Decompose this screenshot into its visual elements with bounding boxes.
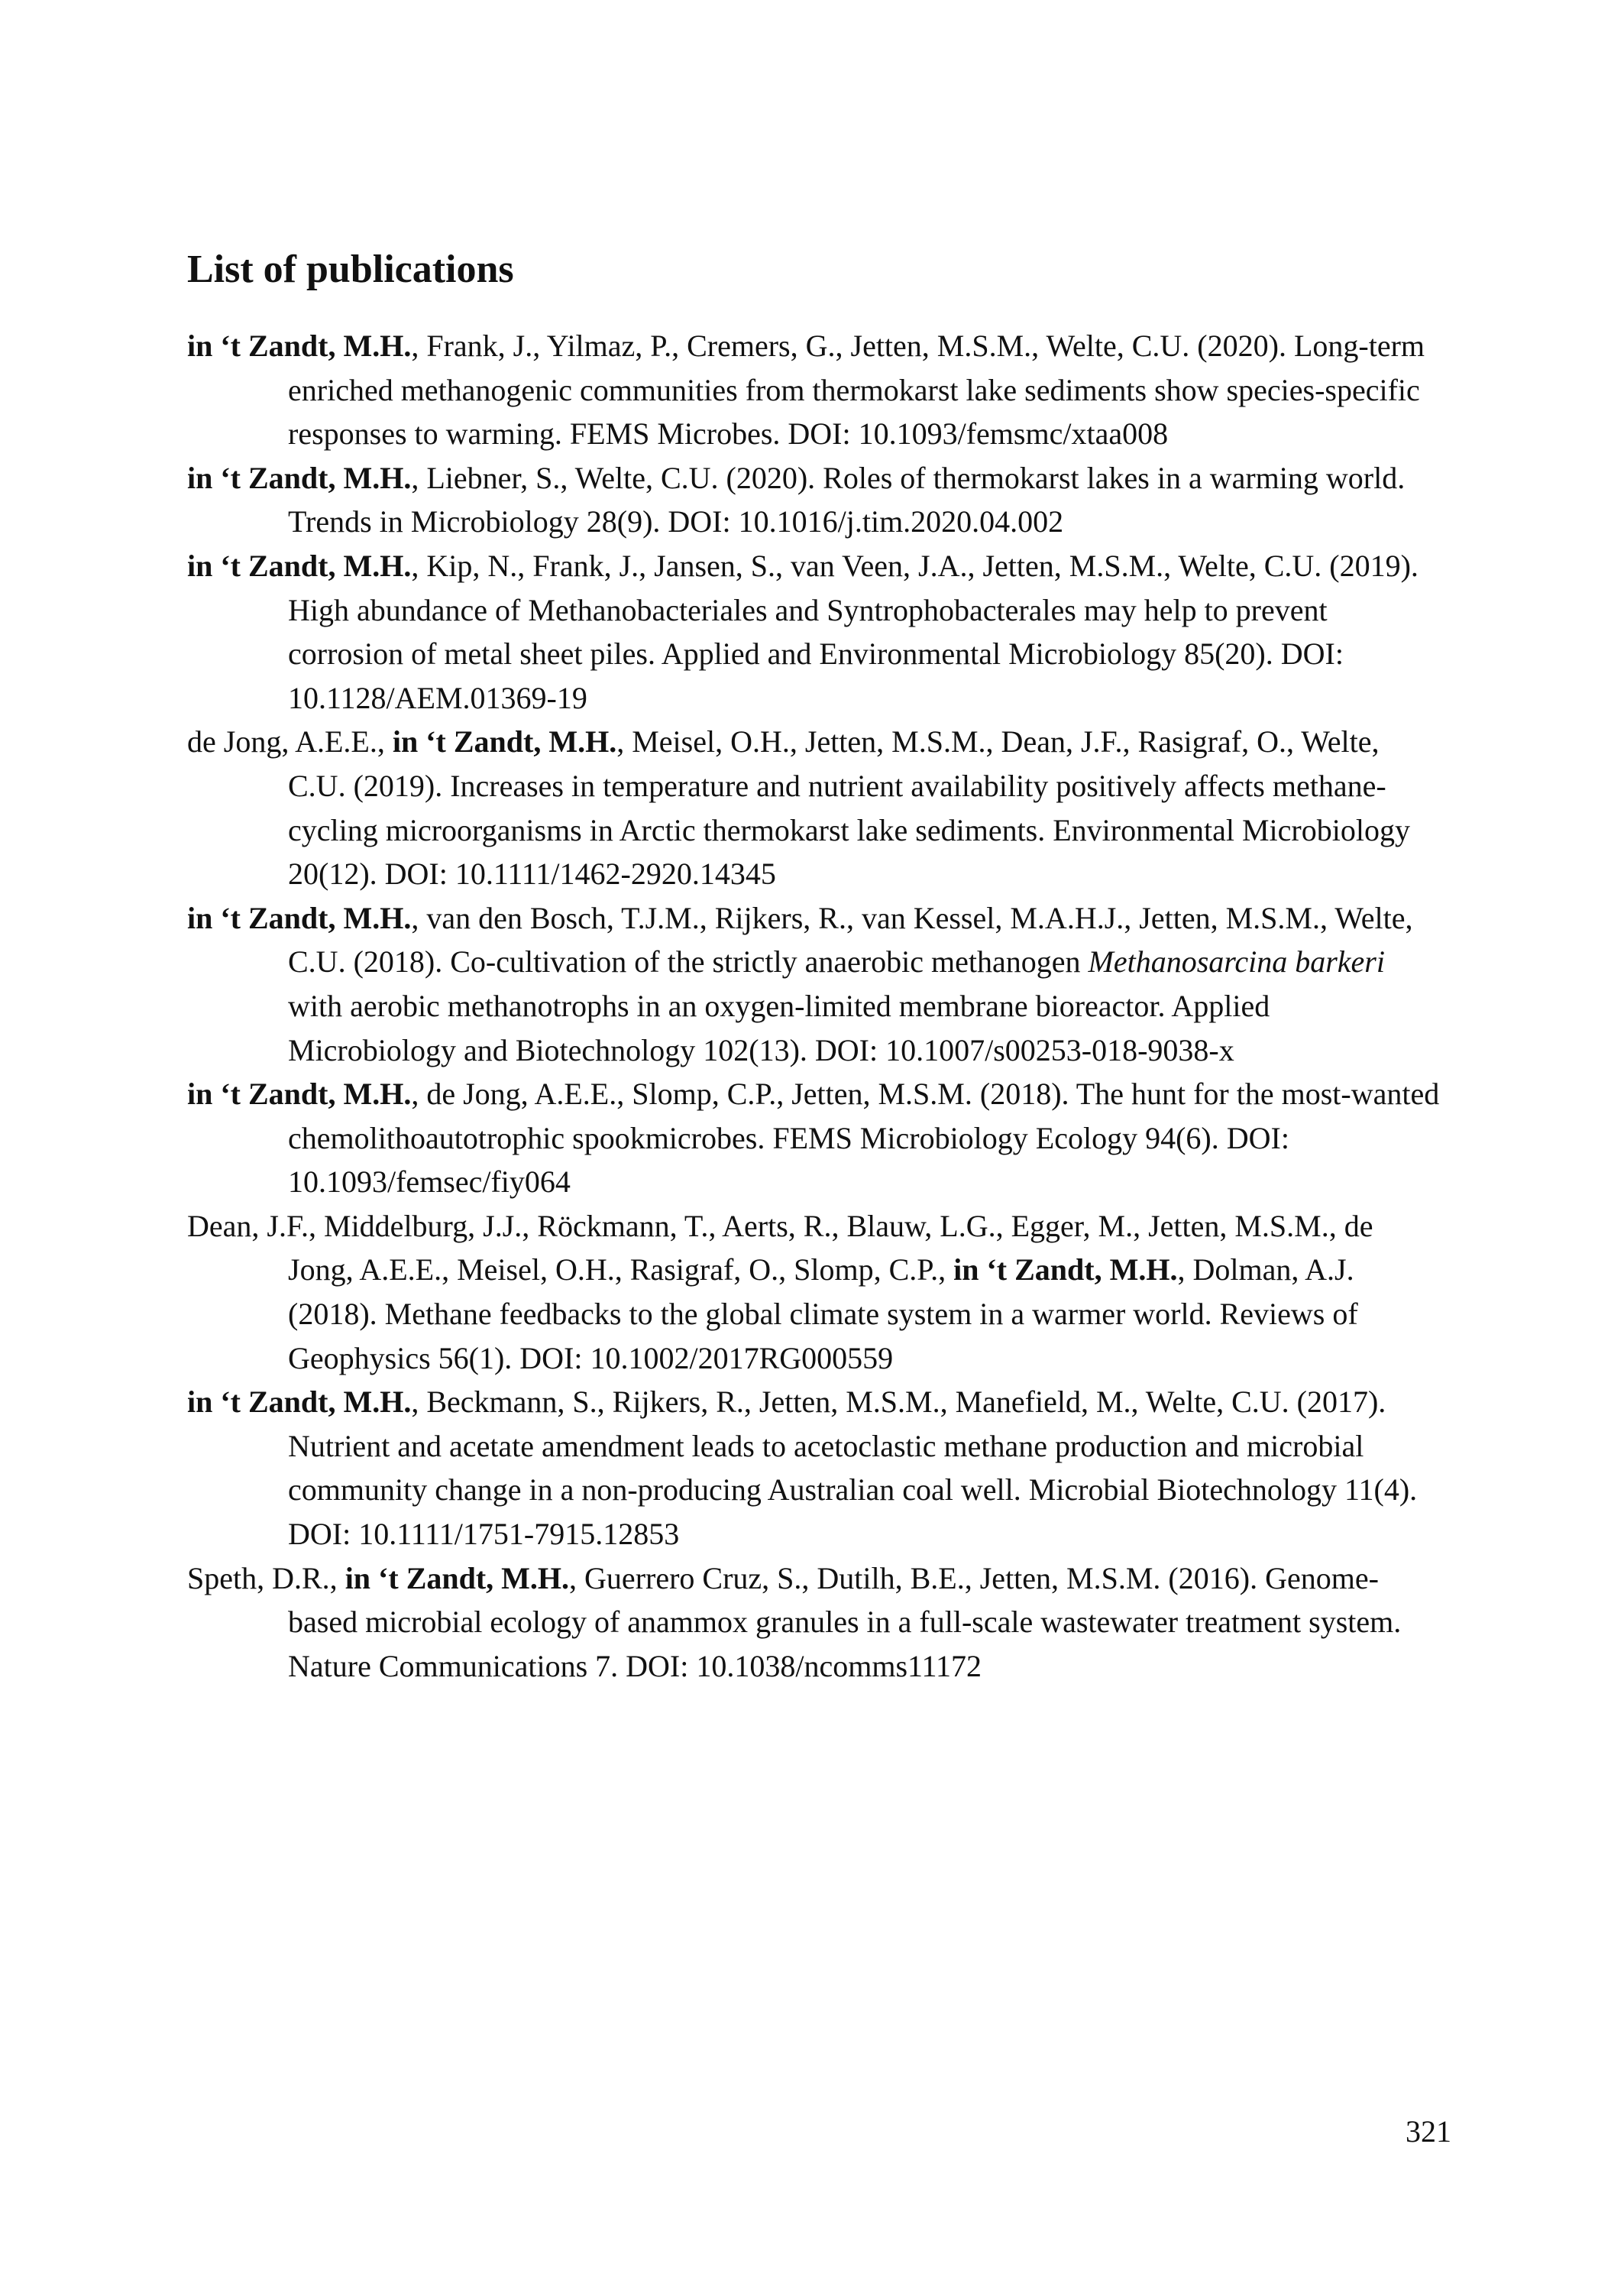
publication-entry <box>187 324 1440 456</box>
publication-entry <box>187 896 1440 1072</box>
publication-entry <box>187 1072 1440 1204</box>
entry-text: , Frank, J., Yilmaz, P., Cremers, G., Jetten, M.S.M., Welte, C.U. (2020). Long-term enriched methanogenic communities from thermokarst lake sediments show species-specific responses to warming. FEMS Microbes. DOI: 10.1093/femsmc/xtaa008 <box>288 329 1425 452</box>
publication-entry <box>187 720 1440 896</box>
entry-text: , de Jong, A.E.E., Slomp, C.P., Jetten, M.S.M. (2018). The hunt for the most-wanted chemolithoautotrophic spookmicrobes. FEMS Microbiology Ecology 94(6). DOI: 10.1093/femsec/fiy064 <box>288 1077 1440 1200</box>
entry-highlighted-author: in ‘t Zandt, M.H. <box>187 1385 412 1420</box>
entry-text: , Guerrero Cruz, S., Dutilh, B.E., Jetten, M.S.M. (2016). Genome-based microbial ecology of anammox granules in a full-scale wastewater treatment system. Nature Communications 7. DOI: 10.1038/ncomms11172 <box>288 1560 1402 1683</box>
entry-text: , van den Bosch, T.J.M., Rijkers, R., van Kessel, M.A.H.J., Jetten, M.S.M., Welte, C.U. (2018). Co-cultivation of the strictly anaerobic methanogen <box>288 900 1413 980</box>
publication-list <box>187 324 1440 1688</box>
entry-text: , Meisel, O.H., Jetten, M.S.M., Dean, J.F., Rasigraf, O., Welte, C.U. (2019). Increases in temperature and nutrient availability positively affects methane-cycling microorganisms in Arctic thermokarst lake sediments. Environmental Microbiology 20(12). DOI: 10.1111/1462-2920.14345 <box>288 724 1410 892</box>
entry-text: , Kip, N., Frank, J., Jansen, S., van Veen, J.A., Jetten, M.S.M., Welte, C.U. (2019). High abundance of Methanobacteriales and Syntrophobacterales may help to prevent corrosion of metal sheet piles. Applied and Environmental Microbiology 85(20). DOI: 10.1128/AEM.01369-19 <box>288 548 1419 715</box>
publication-entry <box>187 1380 1440 1556</box>
entry-highlighted-author: in ‘t Zandt, M.H. <box>187 1077 412 1112</box>
entry-highlighted-author: in ‘t Zandt, M.H. <box>187 329 412 363</box>
publication-entry <box>187 544 1440 720</box>
entry-highlighted-author: in ‘t Zandt, M.H. <box>187 460 412 495</box>
entry-authors-pre: Dean, J.F., Middelburg, J.J., Röckmann, T., Aerts, R., Blauw, L.G., Egger, M., Jetten, M.S.M., de Jong, A.E.E., Meisel, O.H., Rasigraf, O., Slomp, C.P., <box>187 1208 1373 1287</box>
entry-highlighted-author: in ‘t Zandt, M.H. <box>953 1252 1178 1287</box>
entry-text: , Dolman, A.J. (2018). Methane feedbacks to the global climate system in a warmer world. Reviews of Geophysics 56(1). DOI: 10.1002/2017RG000559 <box>288 1252 1358 1375</box>
entry-species-name: Methanosarcina barkeri <box>1088 944 1385 980</box>
publication-entry <box>187 456 1440 544</box>
entry-text: , Liebner, S., Welte, C.U. (2020). Roles of thermokarst lakes in a warming world. Trends in Microbiology 28(9). DOI: 10.1016/j.tim.2020.04.002 <box>288 460 1406 539</box>
entry-highlighted-author: in ‘t Zandt, M.H. <box>187 548 412 583</box>
publication-entry <box>187 1556 1440 1689</box>
entry-text: , Beckmann, S., Rijkers, R., Jetten, M.S.M., Manefield, M., Welte, C.U. (2017). Nutrient and acetate amendment leads to acetoclastic methane production and microbial community change in a non-producing Australian coal well. Microbial Biotechnology 11(4). DOI: 10.1111/1751-7915.12853 <box>288 1385 1418 1552</box>
entry-text-continued: with aerobic methanotrophs in an oxygen-limited membrane bioreactor. Applied Microbiology and Biotechnology 102(13). DOI: 10.1007/s00253-018-9038-x <box>288 988 1270 1067</box>
entry-highlighted-author: in ‘t Zandt, M.H. <box>392 724 617 759</box>
page-number: 321 <box>1406 2114 1451 2149</box>
entry-highlighted-author: in ‘t Zandt, M.H. <box>187 900 412 935</box>
publication-entry <box>187 1204 1440 1380</box>
entry-authors-pre: Speth, D.R., <box>187 1560 345 1595</box>
entry-highlighted-author: in ‘t Zandt, M.H. <box>345 1560 570 1595</box>
entry-authors-pre: de Jong, A.E.E., <box>187 724 393 759</box>
page-title: List of publications <box>187 248 514 291</box>
